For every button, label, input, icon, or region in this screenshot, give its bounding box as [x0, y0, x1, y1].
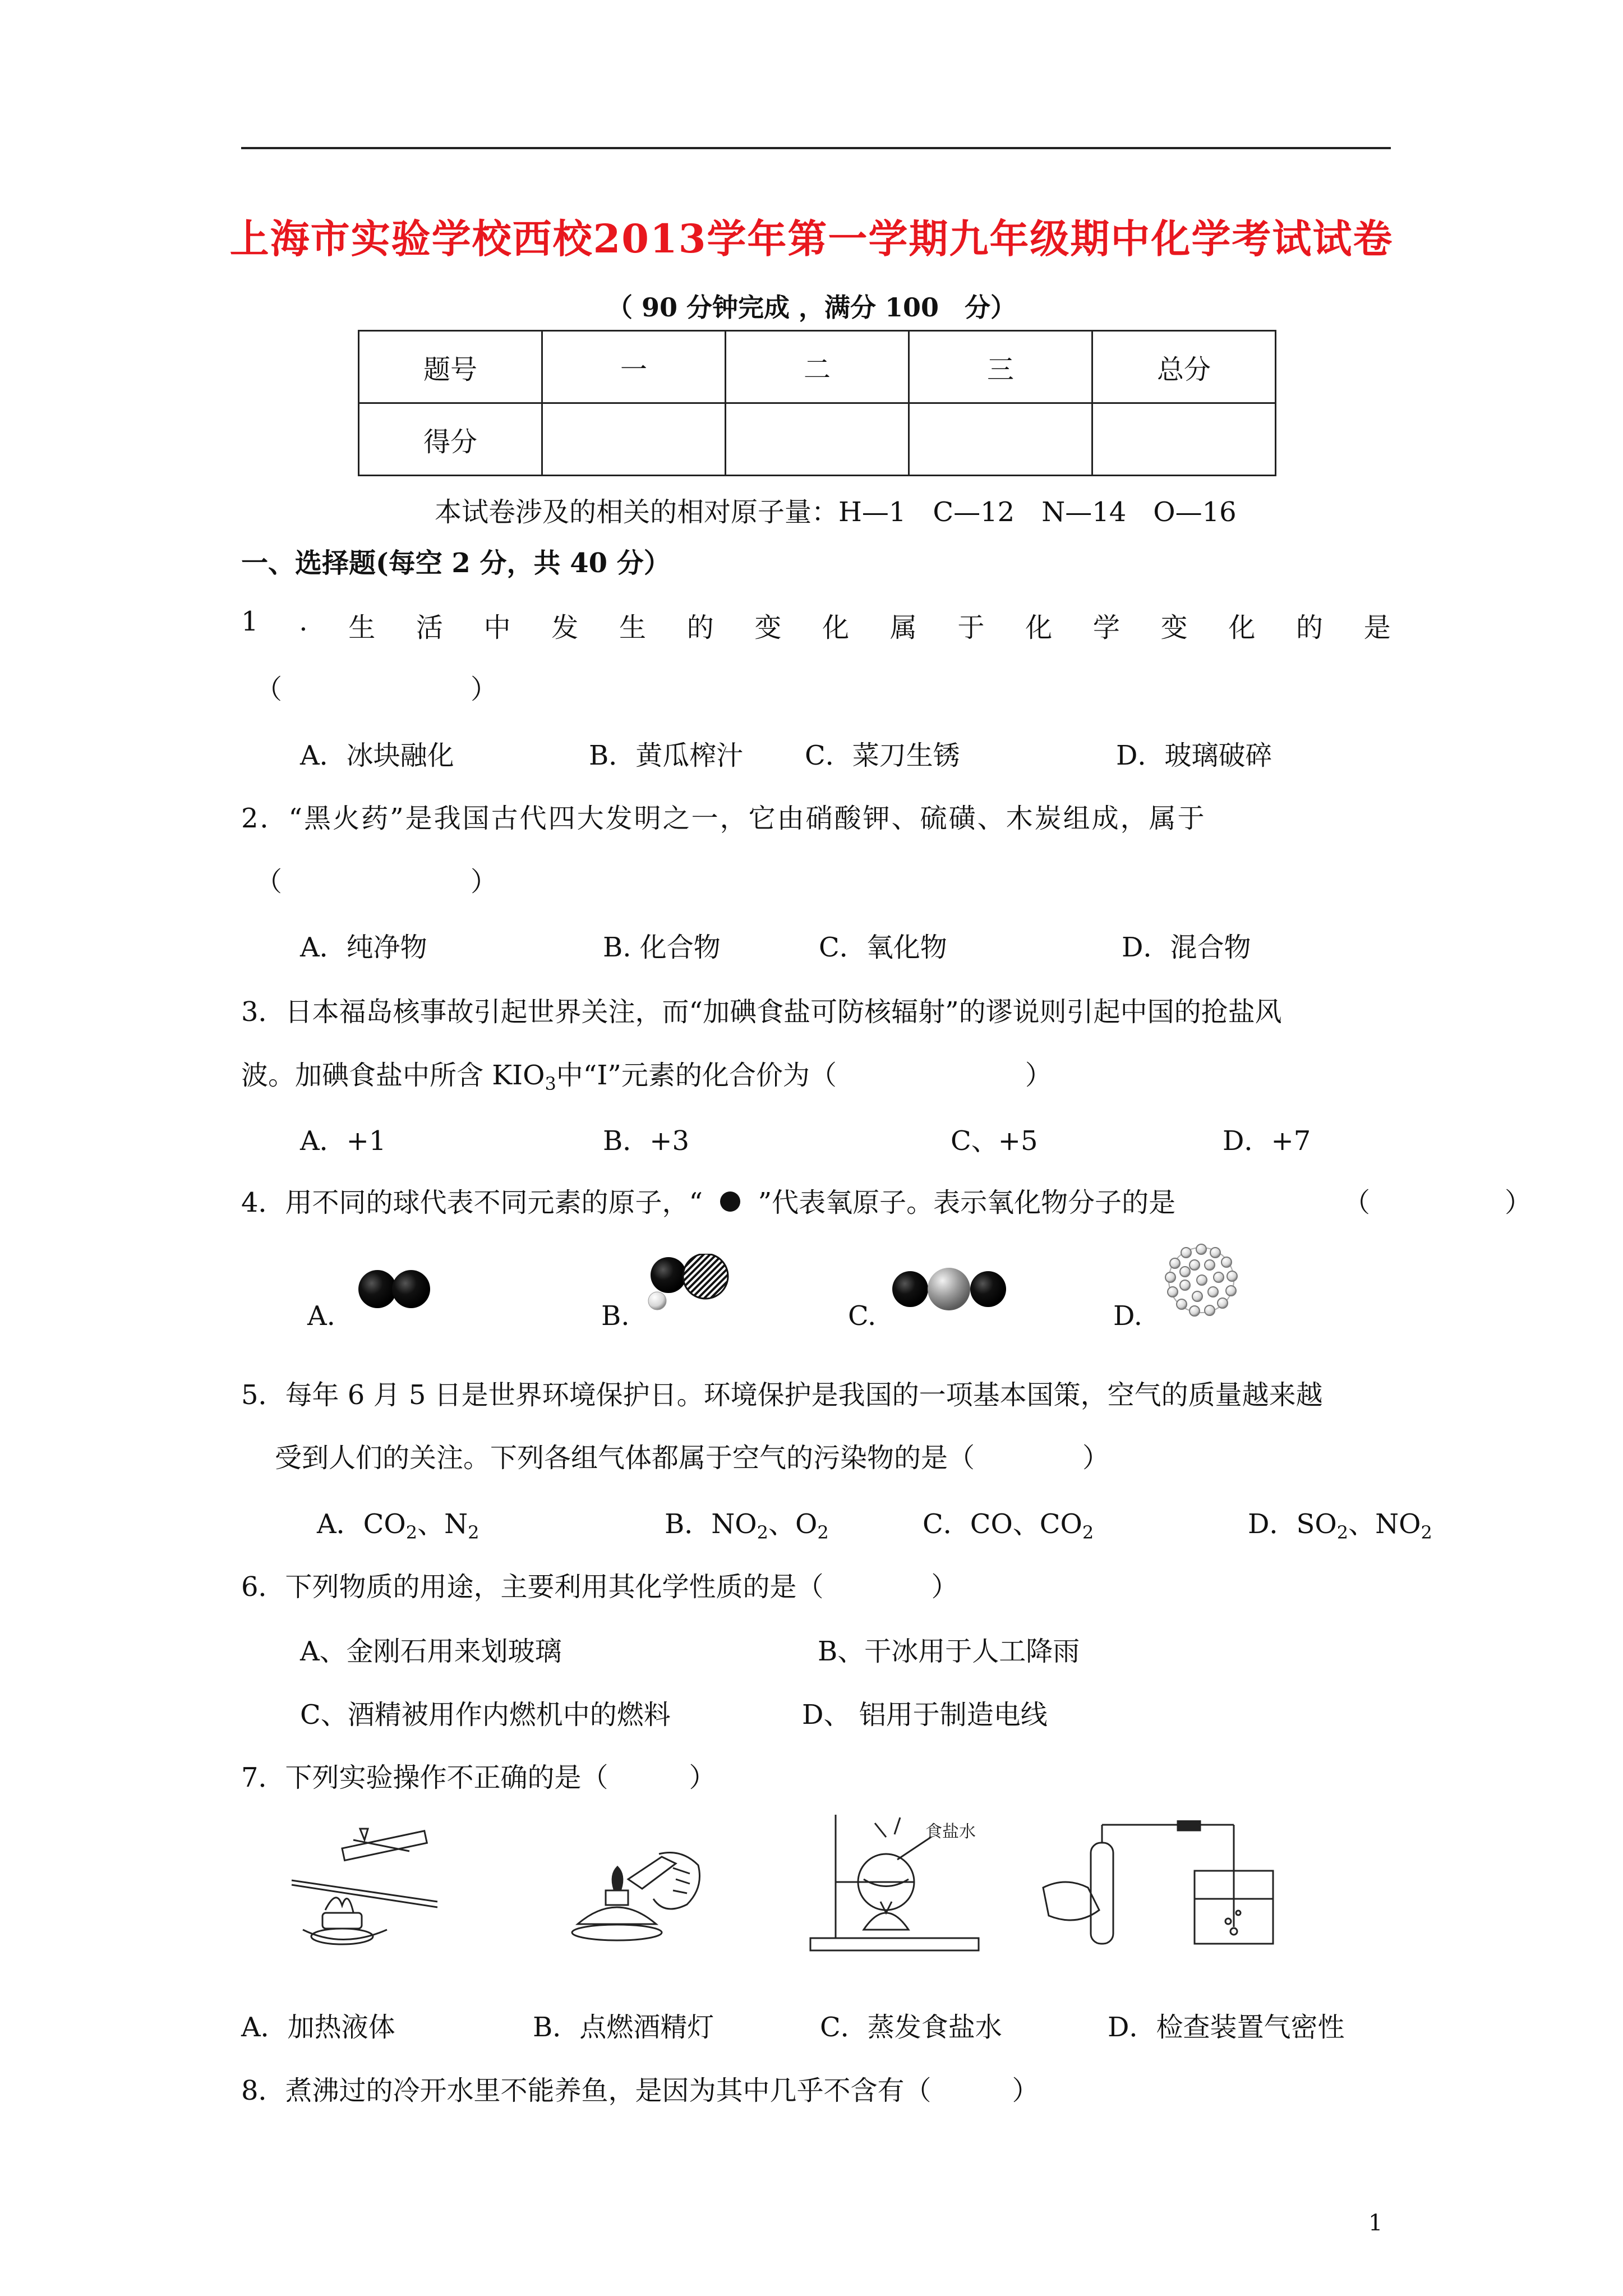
q6-stem: 6．下列物质的用途，主要利用其化学性质的是（ ）: [241, 1571, 958, 1603]
q4-label-d: D.: [1113, 1300, 1143, 1332]
q5-option-b-text2: 、O: [768, 1508, 818, 1540]
score-table-header-row: [359, 331, 1276, 403]
section-heading: 一、选择题(每空 2 分，共 40 分）: [241, 547, 671, 579]
q6-option-a: A、金刚石用来划玻璃: [300, 1636, 562, 1667]
q7-option-d: D．检查装置气密性: [1108, 2012, 1345, 2043]
q8-stem: 8．煮沸过的冷开水里不能养鱼，是因为其中几乎不含有（ ）: [241, 2075, 1039, 2106]
score-table: [358, 330, 1276, 476]
subscript: 2: [757, 1522, 768, 1543]
q6-option-c: C、酒精被用作内燃机中的燃料: [300, 1699, 671, 1731]
q2-option-c: C．氧化物: [819, 932, 947, 963]
q7-option-b: B．点燃酒精灯: [533, 2012, 714, 2043]
q2-answer-paren: （ ）: [255, 866, 498, 898]
score-header-cell: 二: [726, 331, 909, 403]
airtightness-check-icon: [1032, 1820, 1279, 1949]
q1-char: 的: [686, 612, 714, 643]
q1-option-c: C．菜刀生锈: [805, 740, 960, 771]
q1-char: 化: [1025, 612, 1053, 643]
q4-label-b: B.: [601, 1300, 630, 1332]
q1-char: 活: [416, 612, 443, 643]
q1-char: 属: [889, 612, 917, 643]
q7-option-c: C．蒸发食盐水: [820, 2012, 1002, 2043]
subscript: 2: [405, 1522, 418, 1543]
q7-stem: 7．下列实验操作不正确的是（ ）: [241, 1762, 716, 1793]
q5-option-c-text: C．CO、CO: [923, 1508, 1082, 1540]
subscript: 2: [1421, 1522, 1432, 1543]
exam-subtitle: （ 90 分钟完成 ，满分 100 分）: [606, 292, 1017, 323]
q1-stem: [241, 606, 1391, 645]
molecule-b-icon: [639, 1254, 735, 1315]
score-row-label: 得分: [359, 403, 542, 476]
q1-char: 的: [1296, 612, 1324, 643]
evaporation-apparatus-icon: [802, 1803, 987, 1955]
q1-option-a: A．冰块融化: [300, 740, 454, 771]
q5-option-a-text2: 、N: [417, 1508, 468, 1540]
q4-text-b: ”代表氧原子。表示氧化物分子的是: [758, 1187, 1176, 1218]
q1-char: 生: [348, 612, 376, 643]
q3-option-b: B．+3: [603, 1125, 690, 1157]
score-header-cell: 一: [542, 331, 726, 403]
q4-stem: [241, 1181, 1175, 1220]
subscript: 2: [1082, 1522, 1094, 1543]
q2-option-a: A．纯净物: [300, 932, 427, 963]
q5-option-c: [923, 1502, 1094, 1543]
q5-option-d: [1248, 1502, 1432, 1543]
heating-liquid-icon: [269, 1818, 454, 1947]
salt-water-label: 食盐水: [925, 1822, 976, 1842]
q4-label-c: C.: [848, 1300, 877, 1332]
score-cell[interactable]: [542, 403, 726, 476]
q1-char: 生: [619, 612, 647, 643]
q1-char: 变: [754, 612, 782, 643]
q4-answer-paren: （ ）: [1343, 1187, 1532, 1218]
q1-answer-paren: （ ）: [255, 674, 498, 705]
subscript: 2: [817, 1522, 829, 1543]
q3-option-d: D．+7: [1223, 1125, 1311, 1157]
q4-text-a: 4．用不同的球代表不同元素的原子，“: [241, 1187, 703, 1218]
q1-option-d: D．玻璃破碎: [1116, 740, 1272, 771]
q1-char: 1: [241, 606, 259, 637]
atomic-mass-note: 本试卷涉及的相关的相对原子量：H—1 C—12 N—14 O—16: [435, 496, 1237, 528]
q3-option-a: A．+1: [300, 1125, 386, 1157]
q1-char: .: [299, 606, 308, 637]
q1-char: 学: [1092, 612, 1120, 643]
page-number: 1: [1368, 2210, 1383, 2236]
score-cell[interactable]: [1092, 403, 1276, 476]
q4-label-a: A.: [307, 1300, 335, 1332]
subscript: 2: [1336, 1522, 1349, 1543]
q3-stem-line1: 3．日本福岛核事故引起世界关注，而“加碘食盐可防核辐射”的谬说则引起中国的抢盐风: [241, 996, 1282, 1028]
q6-option-d: D、 铝用于制造电线: [802, 1699, 1048, 1731]
q5-option-b: [665, 1502, 829, 1543]
alcohol-lamp-lighting-icon: [561, 1829, 718, 1947]
q2-option-d: D．混合物: [1122, 932, 1251, 963]
score-header-cell: 总分: [1092, 331, 1276, 403]
q1-char: 于: [957, 612, 985, 643]
q3-text-b: 中“I”元素的化合价为（ ）: [556, 1060, 1052, 1091]
q1-char: 变: [1160, 612, 1188, 643]
q5-option-b-text: B．NO: [665, 1508, 757, 1540]
q5-option-d-text2: 、NO: [1348, 1508, 1421, 1540]
molecule-c-icon: [889, 1267, 1009, 1312]
score-table-score-row: [359, 403, 1276, 476]
q5-option-a-text: A．CO: [317, 1508, 406, 1540]
molecule-a-icon: [352, 1267, 436, 1312]
score-cell[interactable]: [726, 403, 909, 476]
q7-option-a: A．加热液体: [241, 2012, 395, 2043]
q2-stem: 2．“黑火药”是我国古代四大发明之一，它由硝酸钾、硫磺、木炭组成，属于: [241, 803, 1206, 834]
q6-option-b: B、干冰用于人工降雨: [818, 1636, 1080, 1667]
score-header-cell: 三: [909, 331, 1092, 403]
q1-char: 是: [1363, 612, 1391, 643]
q1-char: 化: [822, 612, 850, 643]
q5-stem-line2: 受到人们的关注。下列各组气体都属于空气的污染物的是（ ）: [275, 1442, 1110, 1474]
q3-subscript: 3: [545, 1073, 556, 1094]
oxygen-atom-icon: [718, 1189, 743, 1214]
q1-char: 化: [1228, 612, 1256, 643]
fullerene-molecule-icon: [1164, 1243, 1239, 1318]
score-header-cell: 题号: [359, 331, 542, 403]
q1-char: 发: [551, 612, 579, 643]
q1-char: 中: [483, 612, 511, 643]
score-cell[interactable]: [909, 403, 1092, 476]
subscript: 2: [468, 1522, 479, 1543]
q3-stem-line2: [241, 1053, 1052, 1094]
q1-option-b: B．黄瓜榨汁: [589, 740, 744, 771]
header-rule: [241, 147, 1391, 149]
q5-stem-line1: 5．每年 6 月 5 日是世界环境保护日。环境保护是我国的一项基本国策，空气的质量越来越: [241, 1379, 1323, 1411]
q5-option-d-text: D．SO: [1248, 1508, 1337, 1540]
exam-title: 上海市实验学校西校2013学年第一学期九年级期中化学考试试卷: [229, 215, 1394, 262]
q3-option-c: C、+5: [951, 1125, 1038, 1157]
q5-option-a: [317, 1502, 479, 1543]
q3-text-a: 波。加碘食盐中所含 KIO: [241, 1060, 545, 1091]
q2-option-b: B. 化合物: [603, 932, 721, 963]
